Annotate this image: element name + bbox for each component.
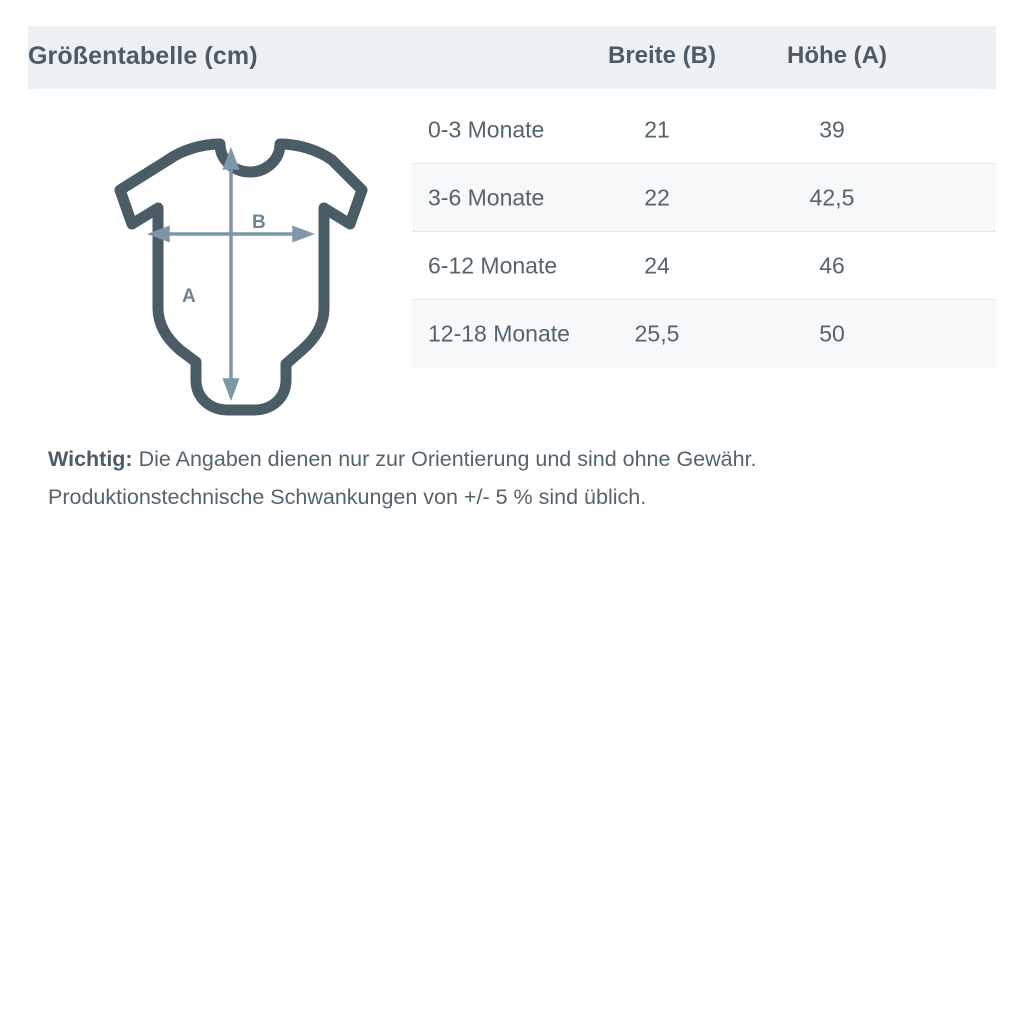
page-title-text: Größentabelle (cm) xyxy=(28,42,258,70)
cell-width: 22 xyxy=(644,184,670,210)
cell-size: 0-3 Monate xyxy=(428,116,545,142)
bodysuit-illustration xyxy=(62,112,392,422)
cell-height: 39 xyxy=(819,116,845,142)
cell-height: 42,5 xyxy=(809,184,855,210)
disclaimer-line-1 xyxy=(48,440,978,478)
size-table xyxy=(412,96,996,368)
label-height: A xyxy=(182,286,196,307)
table-row xyxy=(412,164,996,232)
bodysuit-svg xyxy=(62,112,392,422)
label-width: B xyxy=(252,212,266,233)
cell-size: 6-12 Monate xyxy=(428,252,558,278)
cell-size: 12-18 Monate xyxy=(428,320,570,347)
disclaimer-line-2: Produktionstechnische Schwankungen von +/- 5 % sind üblich. xyxy=(48,485,647,509)
disclaimer-text-1: Die Angaben dienen nur zur Orientierung und sind ohne Gewähr. xyxy=(132,447,757,471)
cell-width: 25,5 xyxy=(634,320,680,347)
page-title xyxy=(28,42,258,71)
cell-width: 21 xyxy=(644,116,670,142)
disclaimer-note xyxy=(48,440,978,516)
table-row xyxy=(412,96,996,164)
cell-size: 3-6 Monate xyxy=(428,184,545,210)
cell-width: 24 xyxy=(644,252,670,278)
table-row xyxy=(412,300,996,368)
column-header-width: Breite (B) xyxy=(607,42,716,69)
cell-height: 46 xyxy=(819,252,845,278)
cell-height: 50 xyxy=(819,320,845,347)
column-header-height: Höhe (A) xyxy=(787,42,887,69)
table-row xyxy=(412,232,996,300)
disclaimer-label: Wichtig: xyxy=(48,447,133,471)
